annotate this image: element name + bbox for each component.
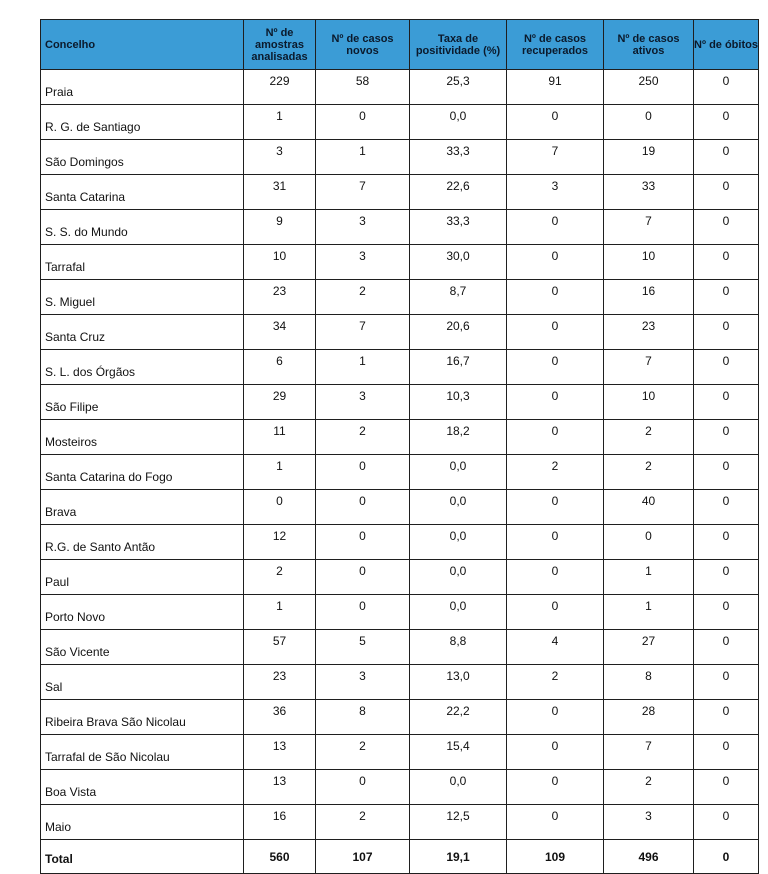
cell-obitos: 0 — [694, 315, 759, 350]
cell-concelho: Tarrafal — [41, 245, 244, 280]
table-row — [41, 315, 759, 350]
cell-concelho: São Domingos — [41, 140, 244, 175]
cell-casos-novos: 0 — [316, 560, 410, 595]
cell-amostras: 6 — [244, 350, 316, 385]
cell-amostras: 23 — [244, 665, 316, 700]
cell-casos-novos: 3 — [316, 385, 410, 420]
table-footer — [41, 840, 759, 874]
table-row — [41, 665, 759, 700]
cell-obitos: 0 — [694, 665, 759, 700]
cell-casos-novos: 1 — [316, 350, 410, 385]
cell-amostras: 1 — [244, 105, 316, 140]
cell-recuperados: 2 — [507, 455, 604, 490]
cell-amostras: 57 — [244, 630, 316, 665]
table-row — [41, 385, 759, 420]
cell-taxa: 0,0 — [410, 560, 507, 595]
cell-amostras: 29 — [244, 385, 316, 420]
cell-concelho: R. G. de Santiago — [41, 105, 244, 140]
cell-casos-novos: 3 — [316, 665, 410, 700]
cell-recuperados: 0 — [507, 210, 604, 245]
cell-ativos: 2 — [604, 770, 694, 805]
table-row — [41, 280, 759, 315]
cell-amostras: 229 — [244, 70, 316, 105]
cell-taxa: 15,4 — [410, 735, 507, 770]
cell-taxa: 0,0 — [410, 595, 507, 630]
cell-taxa: 8,7 — [410, 280, 507, 315]
cell-concelho: S. S. do Mundo — [41, 210, 244, 245]
cell-recuperados: 0 — [507, 735, 604, 770]
cell-taxa: 0,0 — [410, 770, 507, 805]
cell-recuperados: 0 — [507, 420, 604, 455]
cell-casos-novos: 7 — [316, 315, 410, 350]
cell-ativos: 10 — [604, 245, 694, 280]
cell-concelho: Boa Vista — [41, 770, 244, 805]
table-row — [41, 770, 759, 805]
table-row — [41, 350, 759, 385]
header-recuperados: Nº de casos recuperados — [507, 20, 604, 70]
cell-taxa: 0,0 — [410, 455, 507, 490]
cell-casos-novos: 0 — [316, 525, 410, 560]
cell-recuperados: 0 — [507, 385, 604, 420]
cell-amostras: 1 — [244, 595, 316, 630]
header-casos-novos: Nº de casos novos — [316, 20, 410, 70]
cell-recuperados: 0 — [507, 280, 604, 315]
total-recuperados: 109 — [507, 840, 604, 874]
cell-ativos: 40 — [604, 490, 694, 525]
cell-taxa: 33,3 — [410, 140, 507, 175]
cell-taxa: 22,2 — [410, 700, 507, 735]
cell-concelho: Porto Novo — [41, 595, 244, 630]
table-row — [41, 595, 759, 630]
table-row — [41, 140, 759, 175]
cell-amostras: 13 — [244, 770, 316, 805]
header-obitos: Nº de óbitos — [694, 20, 759, 70]
cell-obitos: 0 — [694, 735, 759, 770]
cell-recuperados: 0 — [507, 770, 604, 805]
cell-amostras: 13 — [244, 735, 316, 770]
cell-concelho: Maio — [41, 805, 244, 840]
cell-amostras: 0 — [244, 490, 316, 525]
cell-casos-novos: 2 — [316, 735, 410, 770]
table-row — [41, 735, 759, 770]
cell-obitos: 0 — [694, 525, 759, 560]
cell-concelho: Ribeira Brava São Nicolau — [41, 700, 244, 735]
cell-ativos: 3 — [604, 805, 694, 840]
data-table-container — [40, 19, 759, 874]
cell-casos-novos: 2 — [316, 805, 410, 840]
cell-obitos: 0 — [694, 455, 759, 490]
cell-ativos: 2 — [604, 455, 694, 490]
cell-ativos: 2 — [604, 420, 694, 455]
cell-ativos: 19 — [604, 140, 694, 175]
cell-ativos: 23 — [604, 315, 694, 350]
cell-amostras: 3 — [244, 140, 316, 175]
cell-obitos: 0 — [694, 105, 759, 140]
cell-obitos: 0 — [694, 385, 759, 420]
cell-recuperados: 0 — [507, 525, 604, 560]
cell-amostras: 2 — [244, 560, 316, 595]
cell-amostras: 10 — [244, 245, 316, 280]
cell-casos-novos: 8 — [316, 700, 410, 735]
cell-amostras: 34 — [244, 315, 316, 350]
total-amostras: 560 — [244, 840, 316, 874]
cell-casos-novos: 0 — [316, 455, 410, 490]
total-row — [41, 840, 759, 874]
cell-amostras: 1 — [244, 455, 316, 490]
cell-recuperados: 0 — [507, 245, 604, 280]
cell-recuperados: 0 — [507, 805, 604, 840]
cell-concelho: Santa Catarina do Fogo — [41, 455, 244, 490]
cell-casos-novos: 0 — [316, 595, 410, 630]
cell-casos-novos: 3 — [316, 245, 410, 280]
cell-casos-novos: 7 — [316, 175, 410, 210]
table-row — [41, 700, 759, 735]
cell-concelho: Brava — [41, 490, 244, 525]
header-row — [41, 20, 759, 70]
total-obitos: 0 — [694, 840, 759, 874]
table-row — [41, 630, 759, 665]
cell-casos-novos: 2 — [316, 280, 410, 315]
cell-concelho: Tarrafal de São Nicolau — [41, 735, 244, 770]
cell-recuperados: 0 — [507, 700, 604, 735]
cell-obitos: 0 — [694, 420, 759, 455]
cell-recuperados: 0 — [507, 315, 604, 350]
header-concelho: Concelho — [41, 20, 244, 70]
cell-obitos: 0 — [694, 805, 759, 840]
cell-ativos: 28 — [604, 700, 694, 735]
cell-obitos: 0 — [694, 245, 759, 280]
header-amostras: Nº de amostras analisadas — [244, 20, 316, 70]
table-row — [41, 70, 759, 105]
header-ativos: Nº de casos ativos — [604, 20, 694, 70]
cell-concelho: R.G. de Santo Antão — [41, 525, 244, 560]
cell-casos-novos: 0 — [316, 105, 410, 140]
cell-concelho: Mosteiros — [41, 420, 244, 455]
cell-taxa: 12,5 — [410, 805, 507, 840]
cell-obitos: 0 — [694, 595, 759, 630]
cell-ativos: 8 — [604, 665, 694, 700]
cell-concelho: Paul — [41, 560, 244, 595]
table-row — [41, 490, 759, 525]
cell-obitos: 0 — [694, 70, 759, 105]
cell-ativos: 33 — [604, 175, 694, 210]
cell-concelho: Santa Catarina — [41, 175, 244, 210]
cell-concelho: Sal — [41, 665, 244, 700]
cell-taxa: 18,2 — [410, 420, 507, 455]
cell-amostras: 36 — [244, 700, 316, 735]
table-row — [41, 560, 759, 595]
cell-recuperados: 7 — [507, 140, 604, 175]
table-header — [41, 20, 759, 70]
cell-amostras: 11 — [244, 420, 316, 455]
cell-ativos: 1 — [604, 595, 694, 630]
total-taxa: 19,1 — [410, 840, 507, 874]
cell-ativos: 1 — [604, 560, 694, 595]
cell-casos-novos: 3 — [316, 210, 410, 245]
cell-obitos: 0 — [694, 560, 759, 595]
cell-amostras: 12 — [244, 525, 316, 560]
cell-recuperados: 0 — [507, 560, 604, 595]
cell-concelho: Praia — [41, 70, 244, 105]
cell-ativos: 250 — [604, 70, 694, 105]
cell-obitos: 0 — [694, 700, 759, 735]
cell-recuperados: 2 — [507, 665, 604, 700]
cell-casos-novos: 2 — [316, 420, 410, 455]
cell-casos-novos: 58 — [316, 70, 410, 105]
cell-obitos: 0 — [694, 140, 759, 175]
cell-recuperados: 0 — [507, 595, 604, 630]
cell-taxa: 30,0 — [410, 245, 507, 280]
cell-recuperados: 0 — [507, 350, 604, 385]
cell-recuperados: 0 — [507, 105, 604, 140]
cell-concelho: S. Miguel — [41, 280, 244, 315]
cell-taxa: 22,6 — [410, 175, 507, 210]
cell-amostras: 16 — [244, 805, 316, 840]
cell-ativos: 7 — [604, 210, 694, 245]
cell-amostras: 23 — [244, 280, 316, 315]
cell-concelho: São Vicente — [41, 630, 244, 665]
cell-ativos: 7 — [604, 350, 694, 385]
table-row — [41, 525, 759, 560]
cell-taxa: 16,7 — [410, 350, 507, 385]
cell-concelho: S. L. dos Órgãos — [41, 350, 244, 385]
cell-obitos: 0 — [694, 280, 759, 315]
cell-obitos: 0 — [694, 175, 759, 210]
cell-taxa: 8,8 — [410, 630, 507, 665]
cell-taxa: 13,0 — [410, 665, 507, 700]
cell-obitos: 0 — [694, 770, 759, 805]
table-row — [41, 420, 759, 455]
total-ativos: 496 — [604, 840, 694, 874]
cell-casos-novos: 1 — [316, 140, 410, 175]
cell-amostras: 9 — [244, 210, 316, 245]
cell-recuperados: 91 — [507, 70, 604, 105]
cell-recuperados: 0 — [507, 490, 604, 525]
cell-concelho: São Filipe — [41, 385, 244, 420]
cell-taxa: 33,3 — [410, 210, 507, 245]
cell-taxa: 0,0 — [410, 105, 507, 140]
table-row — [41, 210, 759, 245]
cell-taxa: 25,3 — [410, 70, 507, 105]
cell-obitos: 0 — [694, 630, 759, 665]
cell-obitos: 0 — [694, 490, 759, 525]
total-label: Total — [41, 840, 244, 874]
cell-amostras: 31 — [244, 175, 316, 210]
cell-taxa: 20,6 — [410, 315, 507, 350]
cell-obitos: 0 — [694, 350, 759, 385]
total-novos: 107 — [316, 840, 410, 874]
covid-cases-table — [40, 19, 759, 874]
cell-casos-novos: 0 — [316, 770, 410, 805]
cell-casos-novos: 5 — [316, 630, 410, 665]
cell-ativos: 16 — [604, 280, 694, 315]
table-body — [41, 70, 759, 840]
cell-recuperados: 3 — [507, 175, 604, 210]
cell-ativos: 0 — [604, 525, 694, 560]
table-row — [41, 105, 759, 140]
header-taxa: Taxa de positividade (%) — [410, 20, 507, 70]
cell-ativos: 0 — [604, 105, 694, 140]
table-row — [41, 455, 759, 490]
cell-ativos: 27 — [604, 630, 694, 665]
cell-taxa: 0,0 — [410, 525, 507, 560]
table-row — [41, 805, 759, 840]
cell-obitos: 0 — [694, 210, 759, 245]
cell-taxa: 0,0 — [410, 490, 507, 525]
cell-ativos: 10 — [604, 385, 694, 420]
table-row — [41, 245, 759, 280]
cell-ativos: 7 — [604, 735, 694, 770]
cell-taxa: 10,3 — [410, 385, 507, 420]
cell-casos-novos: 0 — [316, 490, 410, 525]
table-row — [41, 175, 759, 210]
cell-concelho: Santa Cruz — [41, 315, 244, 350]
cell-recuperados: 4 — [507, 630, 604, 665]
